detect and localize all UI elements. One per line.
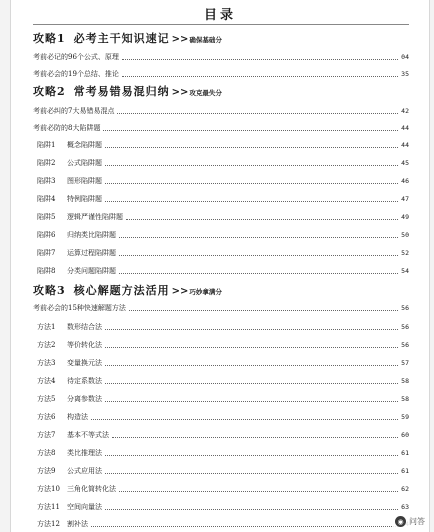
toc-page-number: 61: [401, 449, 409, 457]
toc-label: 考前必记的96个公式、原理: [33, 53, 119, 61]
toc-subentry[interactable]: [33, 320, 409, 332]
subentry-kind: 方法8: [37, 449, 56, 457]
toc-subentry[interactable]: [33, 338, 409, 350]
toc-page-number: 60: [401, 431, 409, 439]
section-tag: 攻克最失分: [189, 89, 222, 97]
toc-page-number: 46: [401, 177, 409, 185]
leader-dots: [119, 490, 398, 492]
toc-page-number: 04: [401, 53, 409, 61]
toc-label: 空间向量法: [67, 503, 102, 511]
subentry-kind: 方法1: [37, 323, 56, 331]
toc-label: 公式陷阱题: [67, 159, 102, 167]
toc-label: 考前必会的15种快速解题方法: [33, 304, 126, 312]
toc-subentry[interactable]: [33, 464, 409, 476]
toc-label: 归纳类比陷阱题: [67, 231, 116, 239]
subentry-kind: 方法11: [37, 503, 60, 511]
subentry-kind: 方法10: [37, 485, 60, 493]
toc-label: 概念陷阱题: [67, 141, 102, 149]
toc-label: 三角化简转化法: [67, 485, 116, 493]
toc-subentry[interactable]: [33, 156, 409, 168]
subentry-kind: 方法5: [37, 395, 56, 403]
toc-entry[interactable]: [33, 301, 409, 313]
toc-page-number: 59: [401, 413, 409, 421]
toc-page-number: 61: [401, 467, 409, 475]
toc-label: 构造法: [67, 413, 88, 421]
section-tag: 巧妙拿满分: [189, 288, 222, 296]
toc-label: 逻辑严谨性陷阱题: [67, 213, 123, 221]
toc-label: 考前必防的8大陷阱题: [33, 124, 101, 132]
watermark-text: 问答: [409, 517, 425, 526]
toc-page-number: 47: [401, 195, 409, 203]
leader-dots: [105, 382, 398, 384]
toc-subentry[interactable]: [33, 356, 409, 368]
toc-page-number: 42: [401, 107, 409, 115]
toc-entry[interactable]: [33, 121, 409, 133]
toc-label: 割补法: [67, 520, 88, 528]
subentry-kind: 方法9: [37, 467, 56, 475]
toc-label: 分离参数法: [67, 395, 102, 403]
leader-dots: [105, 182, 398, 184]
section-title: 核心解题方法活用: [73, 284, 170, 297]
leader-dots: [105, 472, 398, 474]
toc-label: 待定系数法: [67, 377, 102, 385]
subentry-kind: 陷阱8: [37, 267, 56, 275]
section-title: 常考易错易混归纳: [73, 85, 170, 98]
title-divider: [33, 24, 409, 25]
leader-dots: [103, 129, 398, 131]
section-number: 攻略2: [33, 85, 66, 98]
toc-label: 基本不等式法: [67, 431, 109, 439]
subentry-kind: 方法2: [37, 341, 56, 349]
toc-label: 考前必纠的7大易错易混点: [33, 107, 115, 115]
toc-subentry[interactable]: [33, 500, 409, 512]
section-heading: [33, 83, 409, 97]
leader-dots: [105, 400, 398, 402]
leader-dots: [119, 272, 398, 274]
leader-dots: [105, 164, 398, 166]
toc-label: 等价转化法: [67, 341, 102, 349]
toc-page-number: 56: [401, 341, 409, 349]
subentry-kind: 陷阱3: [37, 177, 56, 185]
toc-page-number: 49: [401, 213, 409, 221]
subentry-kind: 方法3: [37, 359, 56, 367]
leader-dots: [112, 436, 398, 438]
section-number: 攻略3: [33, 284, 66, 297]
toc-subentry[interactable]: [33, 374, 409, 386]
subentry-kind: 陷阱4: [37, 195, 56, 203]
leader-dots: [119, 236, 398, 238]
toc-subentry[interactable]: [33, 228, 409, 240]
toc-subentry[interactable]: [33, 264, 409, 276]
toc-subentry[interactable]: [33, 174, 409, 186]
leader-dots: [105, 200, 398, 202]
section-number: 攻略1: [33, 32, 66, 45]
leader-dots: [105, 364, 398, 366]
toc-subentry[interactable]: [33, 392, 409, 404]
toc-page-number: 57: [401, 359, 409, 367]
toc-subentry[interactable]: [33, 428, 409, 440]
leader-dots: [119, 254, 398, 256]
toc-label: 数形结合法: [67, 323, 102, 331]
toc-subentry[interactable]: [33, 138, 409, 150]
subentry-kind: 陷阱6: [37, 231, 56, 239]
toc-page-number: 58: [401, 395, 409, 403]
toc-label: 分类问题陷阱题: [67, 267, 116, 275]
page-title: 目录: [203, 8, 236, 23]
toc-entry[interactable]: [33, 104, 409, 116]
leader-dots: [122, 75, 398, 77]
subentry-kind: 陷阱7: [37, 249, 56, 257]
toc-page-number: 63: [401, 503, 409, 511]
toc-page-number: 62: [401, 485, 409, 493]
leader-dots: [117, 112, 398, 114]
section-arrow: >>: [171, 34, 189, 45]
toc-label: 公式应用法: [67, 467, 102, 475]
toc-page-number: 50: [401, 231, 409, 239]
leader-dots: [129, 309, 398, 311]
toc-page-number: 58: [401, 377, 409, 385]
toc-label: 图形陷阱题: [67, 177, 102, 185]
section-heading: [33, 30, 409, 44]
toc-label: 考前必会的19个总结、推论: [33, 70, 119, 78]
toc-page-number: 44: [401, 141, 409, 149]
toc-entry[interactable]: [33, 50, 409, 62]
toc-entry[interactable]: [33, 67, 409, 79]
toc-page-number: 44: [401, 124, 409, 132]
toc-label: 变量换元法: [67, 359, 102, 367]
watermark: [392, 515, 428, 528]
toc-subentry[interactable]: [33, 246, 409, 258]
toc-label: 运算过程陷阱题: [67, 249, 116, 257]
section-title: 必考主干知识速记: [73, 32, 170, 45]
toc-page-number: 56: [401, 304, 409, 312]
section-heading: [33, 282, 409, 296]
section-arrow: >>: [171, 87, 189, 98]
leader-dots: [126, 218, 398, 220]
subentry-kind: 陷阱5: [37, 213, 56, 221]
toc-page-number: 52: [401, 249, 409, 257]
toc-subentry[interactable]: [33, 482, 409, 494]
leader-dots: [105, 328, 398, 330]
subentry-kind: 陷阱1: [37, 141, 56, 149]
toc-label: 类比推理法: [67, 449, 102, 457]
subentry-kind: 方法6: [37, 413, 56, 421]
toc-page-number: 45: [401, 159, 409, 167]
document-page: [10, 0, 430, 532]
leader-dots: [105, 508, 398, 510]
subentry-kind: 方法4: [37, 377, 56, 385]
leader-dots: [122, 58, 398, 60]
toc-subentry[interactable]: [33, 210, 409, 222]
toc-subentry[interactable]: [33, 446, 409, 458]
toutiao-icon: ◉: [395, 516, 406, 527]
toc-page-number: 56: [401, 323, 409, 331]
leader-dots: [105, 346, 398, 348]
leader-dots: [91, 525, 398, 527]
leader-dots: [105, 146, 398, 148]
subentry-kind: 方法12: [37, 520, 60, 528]
toc-label: 特例陷阱题: [67, 195, 102, 203]
subentry-kind: 方法7: [37, 431, 56, 439]
section-tag: 确保基础分: [189, 36, 222, 44]
subentry-kind: 陷阱2: [37, 159, 56, 167]
section-arrow: >>: [171, 286, 189, 297]
toc-subentry[interactable]: [33, 410, 409, 422]
toc-page-number: 54: [401, 267, 409, 275]
toc-subentry[interactable]: [33, 517, 409, 529]
leader-dots: [91, 418, 398, 420]
leader-dots: [105, 454, 398, 456]
toc-page-number: 35: [401, 70, 409, 78]
toc-subentry[interactable]: [33, 192, 409, 204]
